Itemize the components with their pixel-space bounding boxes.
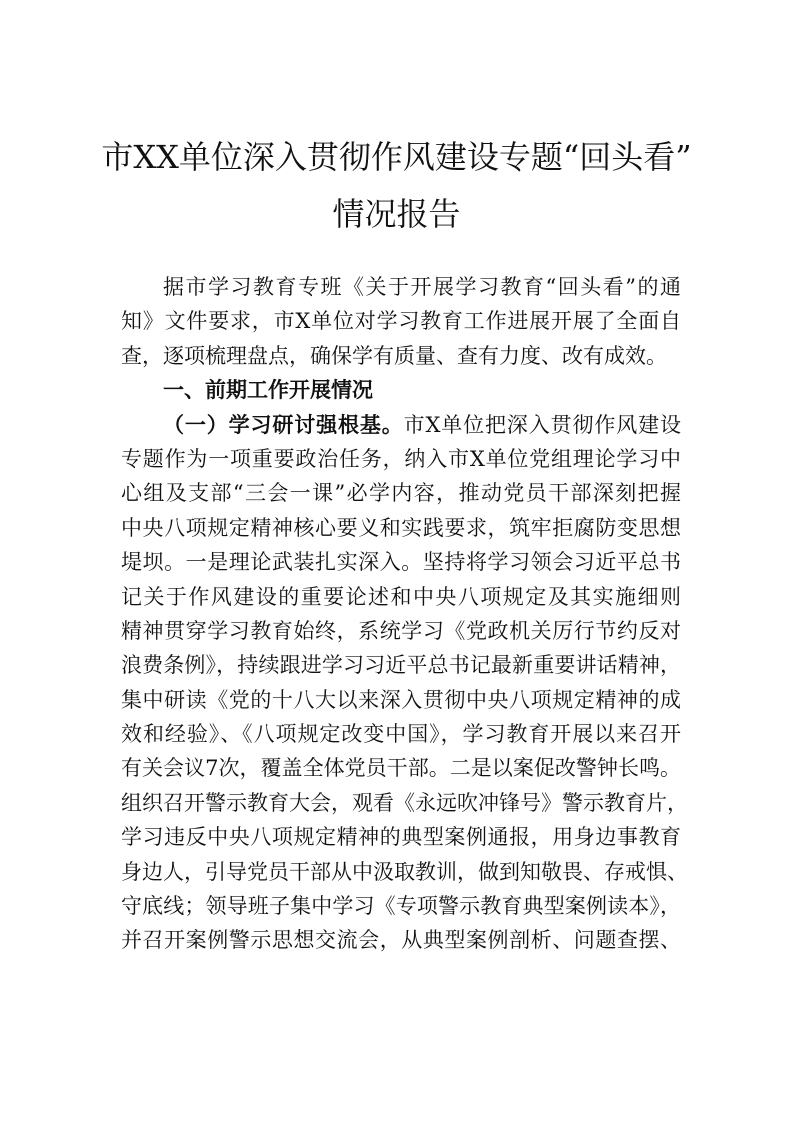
body-line: 记关于作风建设的重要论述和中央八项规定及其实施细则 bbox=[121, 584, 681, 609]
body-line: 中央八项规定精神核心要义和实践要求，筑牢拒腐防变思想 bbox=[121, 515, 681, 540]
intro-line: 查，逐项梳理盘点，确保学有质量、查有力度、改有成效。 bbox=[121, 343, 667, 368]
body-line: 精神贯穿学习教育始终，系统学习《党政机关厉行节约反对 bbox=[121, 618, 681, 643]
intro-line: 据市学习教育专班《关于开展学习教育“回头看”的通 bbox=[163, 275, 681, 299]
document-title-line-2: 情况报告 bbox=[332, 195, 461, 233]
intro-line: 知》文件要求，市X单位对学习教育工作进展开展了全面自 bbox=[121, 309, 681, 334]
section-heading: 一、前期工作开展情况 bbox=[163, 378, 373, 403]
subsection-heading: （一）学习研讨强根基。 bbox=[163, 411, 404, 437]
body-line: 浪费条例》，持续跟进学习习近平总书记最新重要讲话精神， bbox=[121, 653, 681, 678]
body-line: 心组及支部“三会一课”必学内容，推动党员干部深刻把握 bbox=[121, 481, 681, 506]
body-line: 身边人，引导党员干部从中汲取教训，做到知敬畏、存戒惧、 bbox=[121, 859, 688, 884]
subsection-first-line-text: 市X单位把深入贯彻作风建设 bbox=[403, 412, 682, 437]
body-line: 集中研读《党的十八大以来深入贯彻中央八项规定精神的成 bbox=[121, 687, 681, 712]
body-line: 有关会议7次，覆盖全体党员干部。二是以案促改警钟长鸣。 bbox=[121, 756, 681, 781]
body-line: 学习违反中央八项规定精神的典型案例通报，用身边事教育 bbox=[121, 825, 681, 850]
body-line: 组织召开警示教育大会，观看《永远吹冲锋号》警示教育片， bbox=[121, 790, 688, 815]
body-line: 效和经验》、《八项规定改变中国》，学习教育开展以来召开 bbox=[121, 722, 681, 747]
body-line: 守底线；领导班子集中学习《专项警示教育典型案例读本》， bbox=[121, 894, 681, 919]
body-line: 堤坝。一是理论武装扎实深入。坚持将学习领会习近平总书 bbox=[121, 550, 681, 575]
document-body bbox=[121, 270, 688, 958]
subsection-first-line bbox=[121, 408, 681, 442]
document-title-line-1: 市XX单位深入贯彻作风建设专题“回头看” bbox=[101, 138, 692, 176]
body-line: 并召开案例警示思想交流会，从典型案例剖析、问题查摆、 bbox=[121, 928, 681, 953]
body-line: 专题作为一项重要政治任务，纳入市X单位党组理论学习中 bbox=[121, 446, 681, 471]
